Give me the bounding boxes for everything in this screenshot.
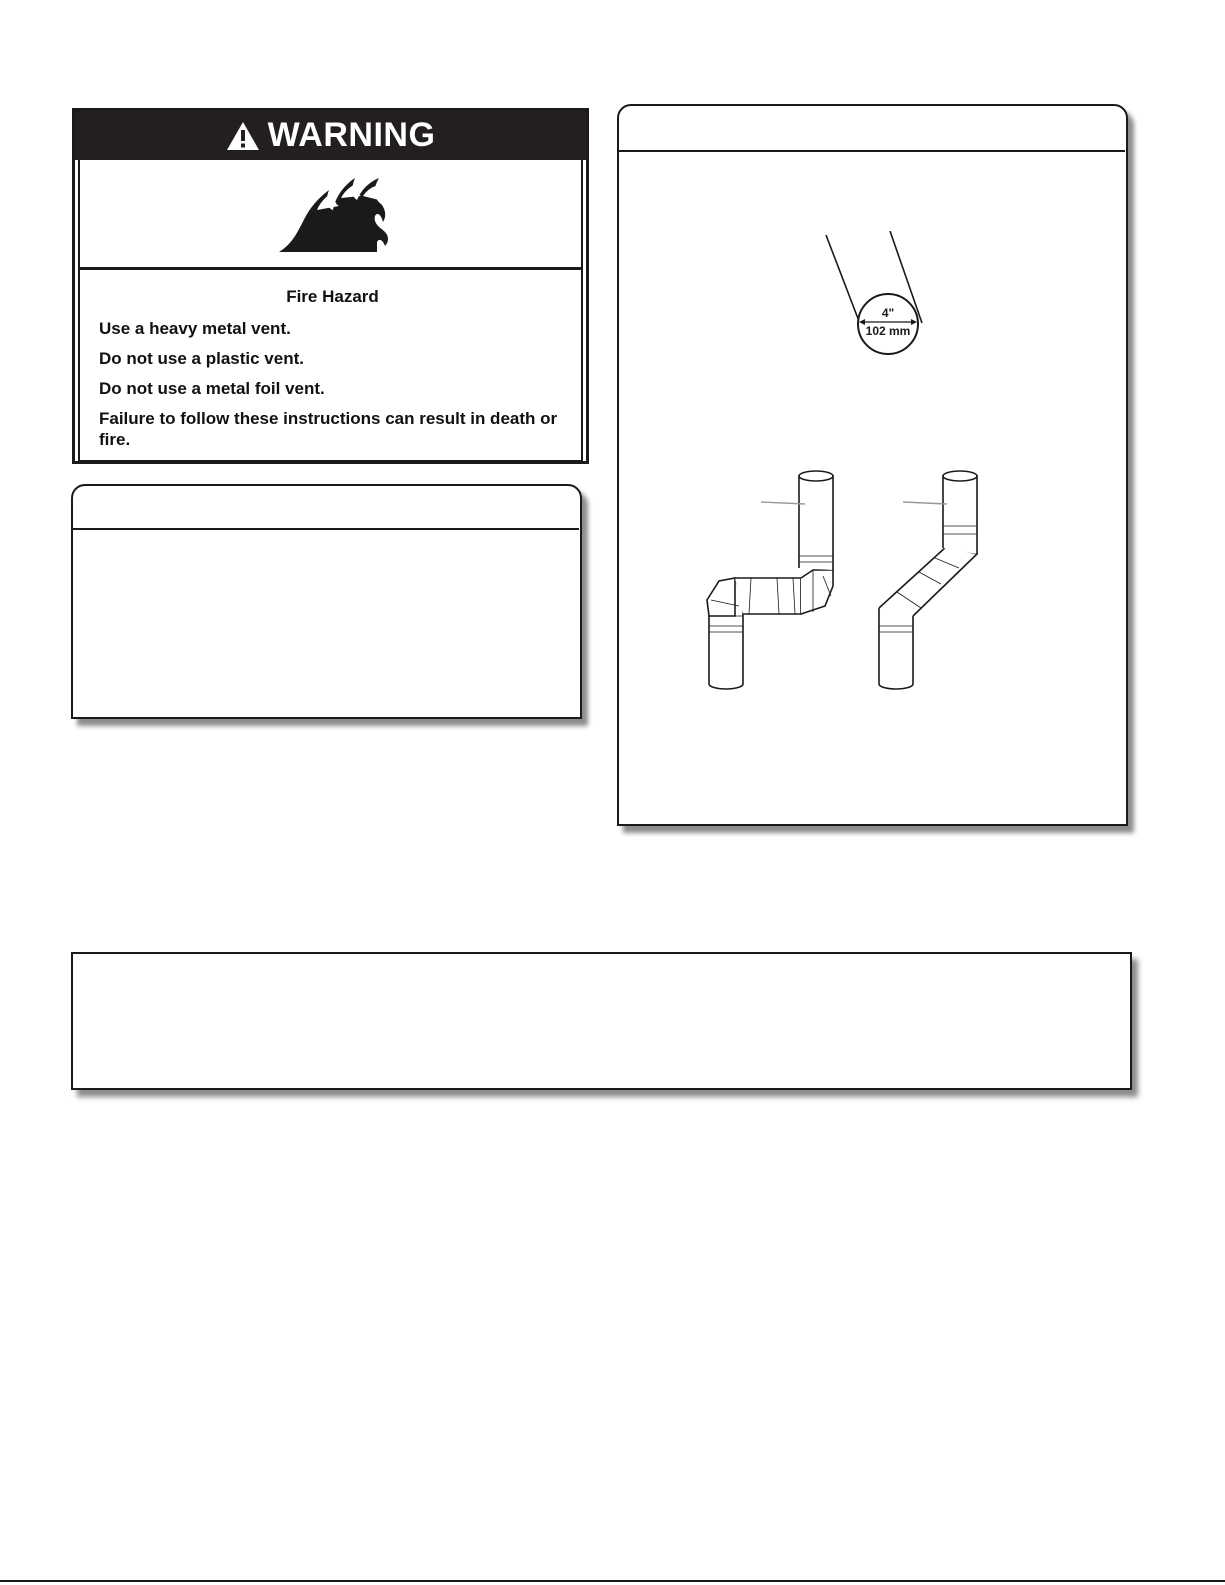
frame-header-divider (73, 528, 579, 530)
warning-triangle-icon (226, 121, 260, 151)
fire-symbol-panel (78, 160, 583, 269)
vent-elbow-illustrations (689, 466, 1069, 696)
hazard-title: Fire Hazard (286, 287, 379, 306)
warning-line: Failure to follow these instructions can result in death or fire. (99, 409, 558, 449)
page-footer-rule (0, 1580, 1225, 1582)
warning-line: Do not use a metal foil vent. (99, 379, 325, 398)
warning-line: Use a heavy metal vent. (99, 319, 291, 338)
frame-header-divider (619, 150, 1125, 152)
diameter-mm-label: 102 mm (865, 324, 911, 338)
fire-icon (277, 170, 392, 255)
vent-diagram-frame (617, 104, 1128, 826)
vent-diameter-diagram (814, 231, 934, 361)
warning-text-panel (78, 269, 583, 462)
warning-line: Do not use a plastic vent. (99, 349, 304, 368)
diameter-inch-label: 4" (881, 306, 895, 320)
blank-callout-frame (71, 484, 582, 719)
blank-note-frame (71, 952, 1132, 1090)
warning-title: WARNING (267, 116, 436, 154)
warning-header (75, 111, 586, 160)
warning-box (72, 108, 589, 464)
forty-five-degree-elbow-illustration (879, 471, 977, 689)
ninety-degree-elbow-illustration (707, 471, 833, 689)
